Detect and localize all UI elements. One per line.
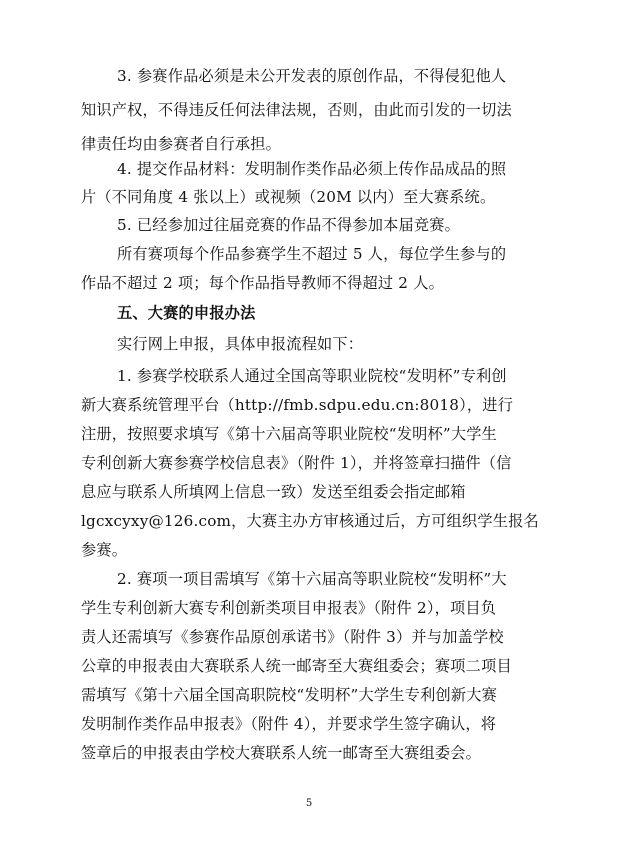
procedure-2-line-6: 发明制作类作品申报表》（附件 4），并要求学生签字确认，将	[81, 715, 497, 733]
section-heading: 五、大赛的申报办法	[117, 304, 256, 322]
procedure-2-line-5: 需填写《第十六届全国高职院校“发明杯”大学生专利创新大赛	[81, 686, 498, 704]
procedure-2-line-3: 责人还需填写《参赛作品原创承诺书》（附件 3）并与加盖学校	[81, 628, 504, 646]
procedure-1-line-6: lgcxcyxy@126.com，大赛主办方审核通过后，方可组织学生报名	[81, 512, 539, 530]
paragraph-item-3-line-2: 知识产权，不得违反任何法律法规，否则，由此而引发的一切法	[81, 101, 512, 119]
procedure-2-line-1: 2. 赛项一项目需填写《第十六届高等职业院校“发明杯”大	[117, 570, 507, 588]
paragraph-item-4-line-1: 4. 提交作品材料：发明制作类作品必须上传作品成品的照	[117, 160, 507, 178]
procedure-2-line-2: 学生专利创新大赛专利创新类项目申报表》（附件 2），项目负	[81, 599, 497, 617]
procedure-2-line-4: 公章的申报表由大赛联系人统一邮寄至大赛组委会；赛项二项目	[81, 657, 512, 675]
paragraph-limits-line-1: 所有赛项每个作品参赛学生不超过 5 人，每位学生参与的	[117, 245, 507, 263]
paragraph-item-3-line-1: 3. 参赛作品必须是未公开发表的原创作品，不得侵犯他人	[117, 67, 507, 85]
procedure-2-line-7: 签章后的申报表由学校大赛联系人统一邮寄至大赛组委会。	[81, 744, 482, 762]
paragraph-item-5: 5. 已经参加过往届竞赛的作品不得参加本届竞赛。	[117, 216, 461, 234]
paragraph-item-4-line-2: 片（不同角度 4 张以上）或视频（20M 以内）至大赛系统。	[81, 188, 496, 206]
procedure-1-line-1: 1. 参赛学校联系人通过全国高等职业院校“发明杯”专利创	[117, 367, 507, 385]
procedure-1-line-2: 新大赛系统管理平台（http://fmb.sdpu.edu.cn:8018），进行	[81, 396, 514, 414]
paragraph-limits-line-2: 作品不超过 2 项；每个作品指导教师不得超过 2 人。	[81, 274, 444, 292]
paragraph-intro: 实行网上申报，具体申报流程如下：	[117, 335, 364, 353]
page-number: 5	[305, 798, 313, 809]
procedure-1-line-3: 注册，按照要求填写《第十六届高等职业院校“发明杯”大学生	[81, 425, 498, 443]
procedure-1-line-4: 专利创新大赛参赛学校信息表》（附件 1），并将签章扫描件（信	[81, 454, 512, 472]
procedure-1-line-5: 息应与联系人所填网上信息一致）发送至组委会指定邮箱	[81, 483, 466, 501]
procedure-1-line-7: 参赛。	[81, 541, 128, 559]
paragraph-item-3-line-3: 律责任均由参赛者自行承担。	[81, 135, 282, 153]
